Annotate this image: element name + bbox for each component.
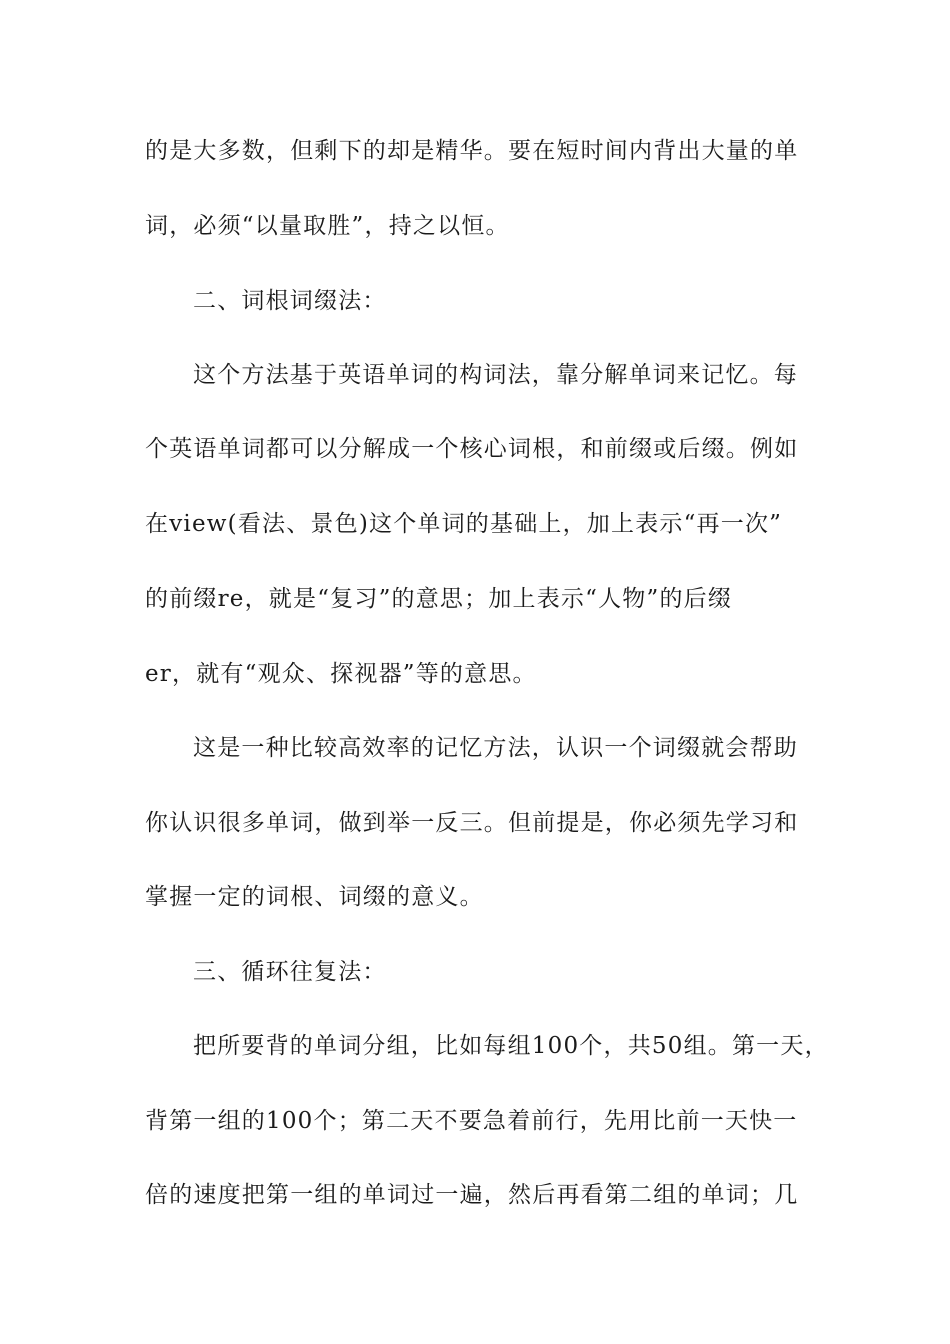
paragraph-line: 个英语单词都可以分解成一个核心词根，和前缀或后缀。例如 — [145, 436, 799, 462]
paragraph-line: 倍的速度把第一组的单词过一遍，然后再看第二组的单词；几 — [145, 1182, 799, 1208]
paragraph-line: 把所要背的单词分组，比如每组100个，共50组。第一天， — [193, 1033, 829, 1059]
paragraph-line: 你认识很多单词，做到举一反三。但前提是，你必须先学习和 — [145, 810, 799, 836]
paragraph-line: 的前缀re，就是“复习”的意思；加上表示“人物”的后缀 — [145, 586, 733, 612]
paragraph-line: 这个方法基于英语单词的构词法，靠分解单词来记忆。每 — [193, 362, 798, 388]
paragraph-line: 背第一组的100个；第二天不要急着前行，先用比前一天快一 — [145, 1108, 798, 1134]
paragraph-line: 词，必须“以量取胜”，持之以恒。 — [145, 213, 510, 239]
paragraph-line: 这是一种比较高效率的记忆方法，认识一个词缀就会帮助 — [193, 735, 798, 761]
paragraph-line: 在view(看法、景色)这个单词的基础上，加上表示“再一次” — [145, 511, 783, 537]
section-heading-3: 三、循环往复法： — [193, 959, 387, 985]
section-heading-2: 二、词根词缀法： — [193, 288, 387, 314]
paragraph-line: 掌握一定的词根、词缀的意义。 — [145, 884, 484, 910]
paragraph-line: 的是大多数，但剩下的却是精华。要在短时间内背出大量的单 — [145, 138, 799, 164]
paragraph-line: er，就有“观众、探视器”等的意思。 — [145, 661, 537, 687]
